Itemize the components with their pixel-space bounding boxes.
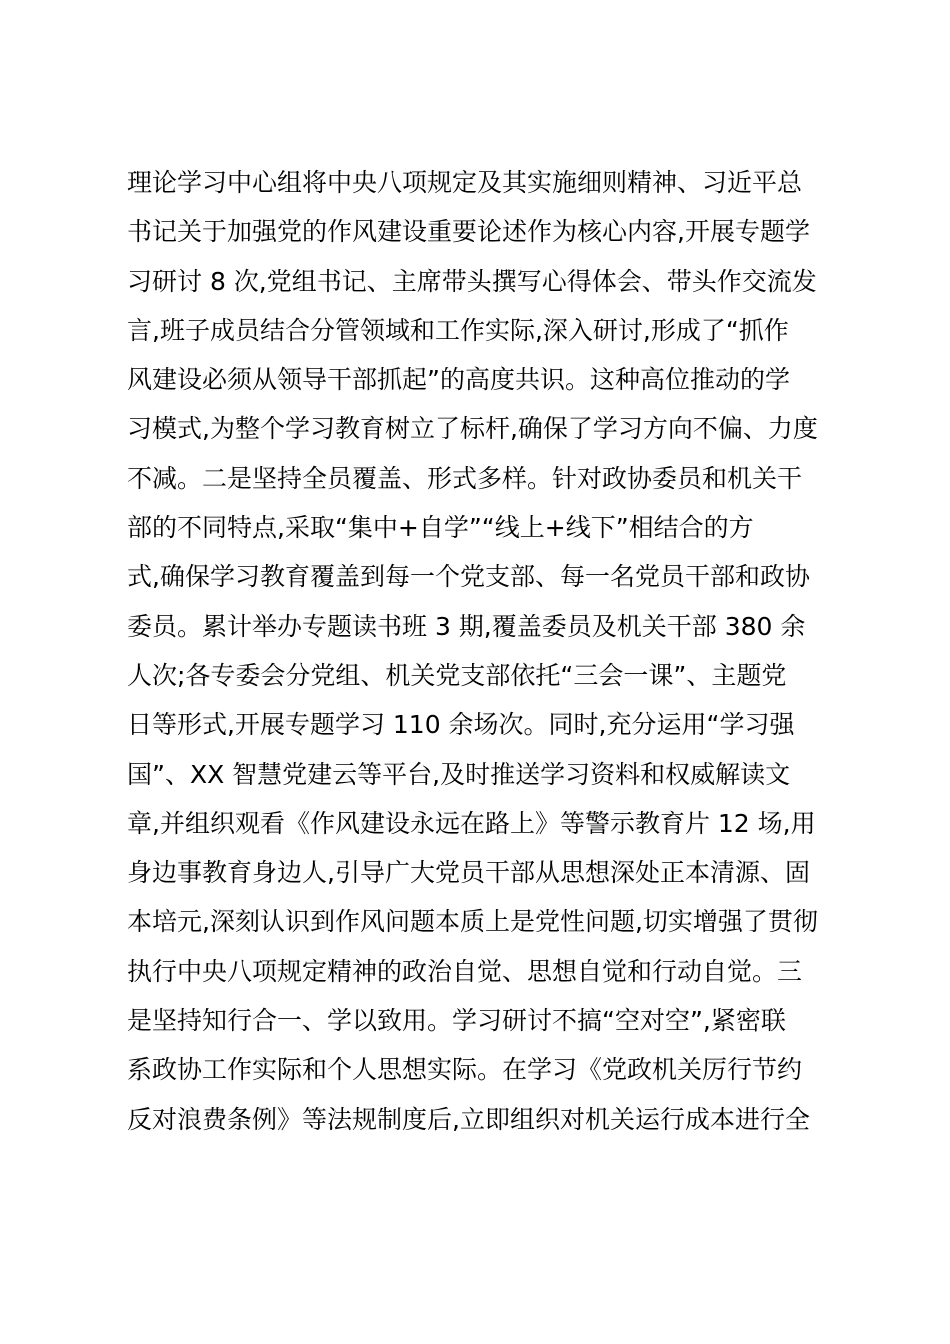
text-line: 不减。二是坚持全员覆盖、形式多样。针对政协委员和机关干 (127, 463, 803, 493)
text-line: 本培元,深刻认识到作风问题本质上是党性问题,切实增强了贯彻 (127, 907, 818, 937)
text-line: 习研讨 8 次,党组书记、主席带头撰写心得体会、带头作交流发 (127, 266, 817, 296)
text-line: 反对浪费条例》等法规制度后,立即组织对机关运行成本进行全 (127, 1104, 810, 1134)
text-line: 理论学习中心组将中央八项规定及其实施细则精神、习近平总 (127, 168, 803, 197)
text-line: 是坚持知行合一、学以致用。学习研讨不搞“空对空”,紧密联 (127, 1006, 786, 1036)
text-line: 国”、XX 智慧党建云等平台,及时推送学习资料和权威解读文 (127, 759, 791, 789)
text-line: 风建设必须从领导干部抓起”的高度共识。这种高位推动的学 (127, 365, 790, 395)
text-line: 日等形式,开展专题学习 110 余场次。同时,充分运用“学习强 (127, 710, 795, 740)
text-line: 系政协工作实际和个人思想实际。在学习《党政机关厉行节约 (127, 1055, 803, 1085)
body-paragraph (127, 158, 837, 1144)
text-line: 执行中央八项规定精神的政治自觉、思想自觉和行动自觉。三 (127, 956, 803, 986)
text-line: 人次;各专委会分党组、机关党支部依托“三会一课”、主题党 (127, 660, 787, 690)
text-line: 言,班子成员结合分管领域和工作实际,深入研讨,形成了“抓作 (127, 315, 789, 345)
text-line: 委员。累计举办专题读书班 3 期,覆盖委员及机关干部 380 余 (127, 611, 806, 641)
text-line: 书记关于加强党的作风建设重要论述作为核心内容,开展专题学 (127, 217, 810, 247)
text-line: 章,并组织观看《作风建设永远在路上》等警示教育片 12 场,用 (127, 808, 816, 838)
text-line: 身边事教育身边人,引导广大党员干部从思想深处正本清源、固 (127, 858, 810, 888)
text-line: 部的不同特点,采取“集中+自学”“线上+线下”相结合的方 (127, 513, 754, 543)
text-line: 习模式,为整个学习教育树立了标杆,确保了学习方向不偏、力度 (127, 414, 818, 444)
text-line: 式,确保学习教育覆盖到每一个党支部、每一名党员干部和政协 (127, 562, 810, 592)
